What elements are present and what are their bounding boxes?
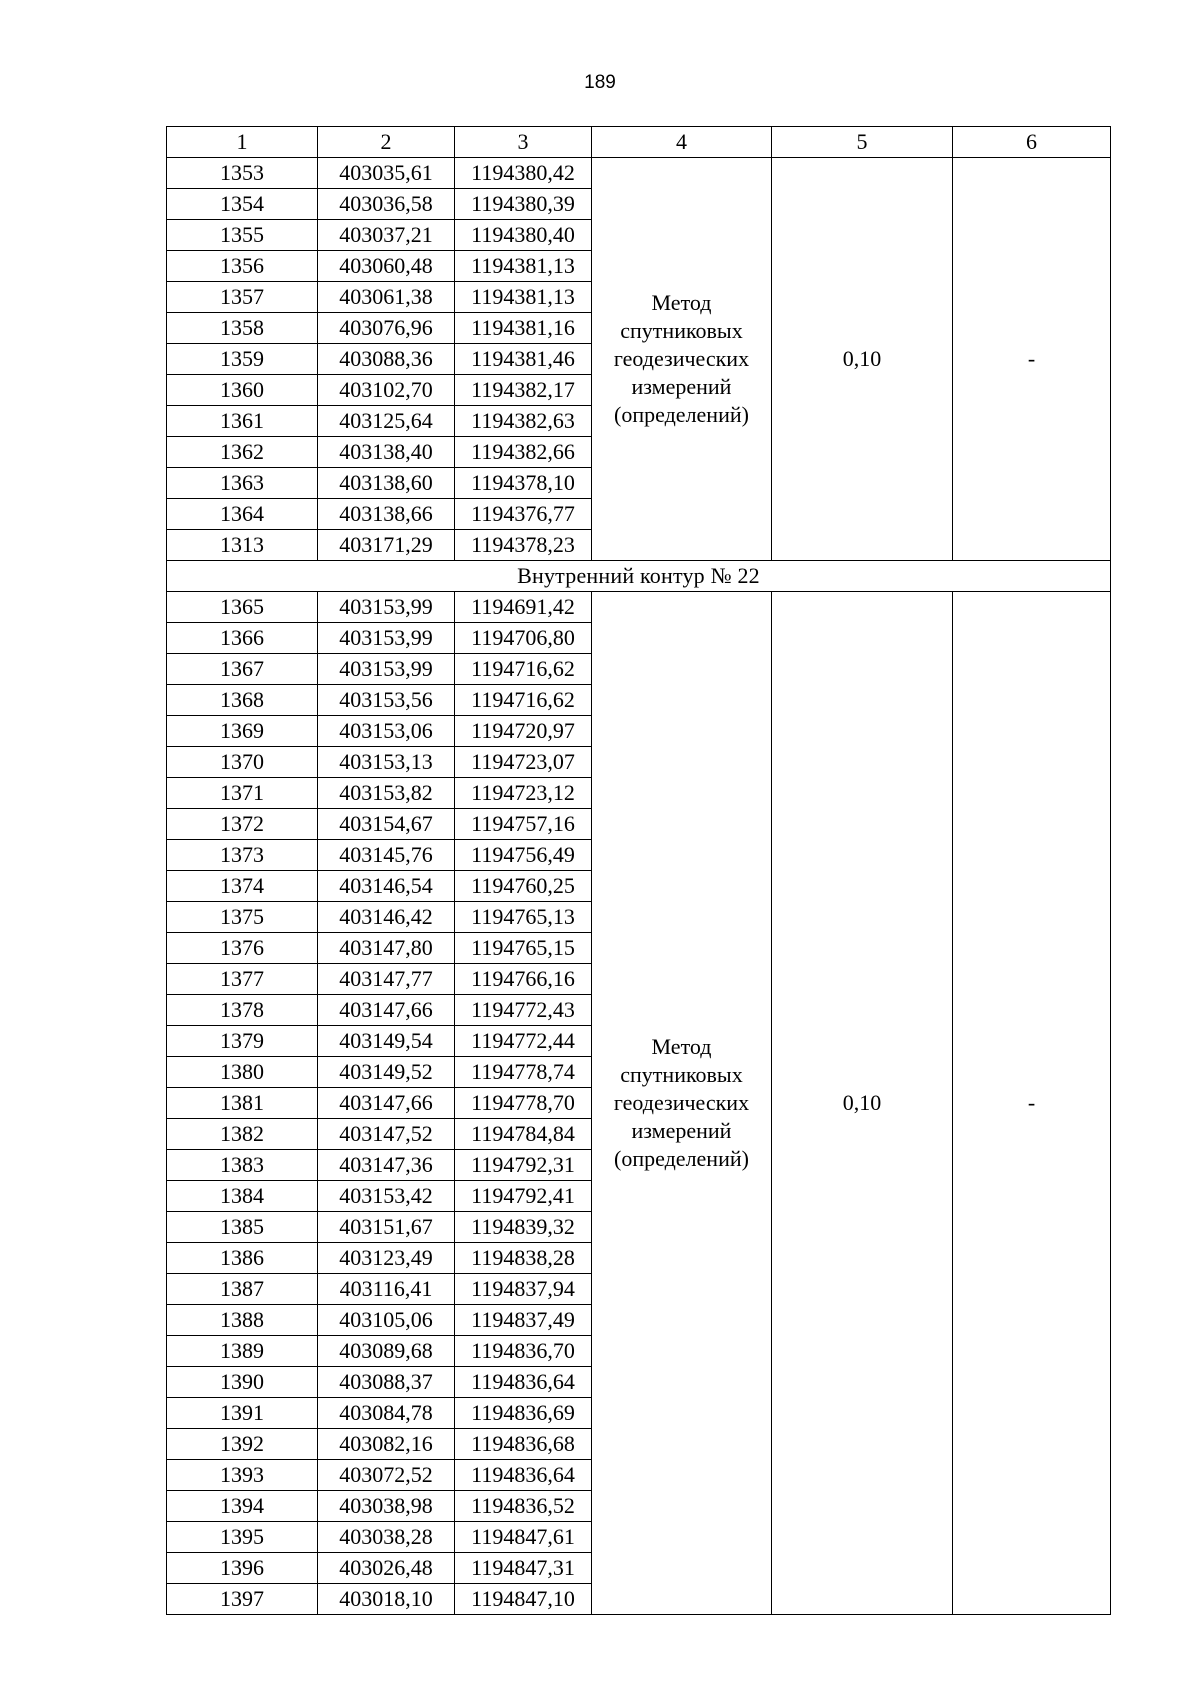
y-coordinate-cell: 1194382,63 [455, 406, 592, 437]
point-number-cell: 1361 [167, 406, 318, 437]
x-coordinate-cell: 403116,41 [318, 1274, 455, 1305]
x-coordinate-cell: 403037,21 [318, 220, 455, 251]
y-coordinate-cell: 1194765,15 [455, 933, 592, 964]
x-coordinate-cell: 403146,54 [318, 871, 455, 902]
point-number-cell: 1359 [167, 344, 318, 375]
point-number-cell: 1393 [167, 1460, 318, 1491]
point-number-cell: 1385 [167, 1212, 318, 1243]
point-number-cell: 1390 [167, 1367, 318, 1398]
point-number-cell: 1362 [167, 437, 318, 468]
point-number-cell: 1365 [167, 592, 318, 623]
method-line: измерений [631, 374, 732, 399]
point-number-cell: 1375 [167, 902, 318, 933]
column-header: 5 [772, 127, 953, 158]
x-coordinate-cell: 403088,36 [318, 344, 455, 375]
y-coordinate-cell: 1194720,97 [455, 716, 592, 747]
x-coordinate-cell: 403125,64 [318, 406, 455, 437]
point-number-cell: 1369 [167, 716, 318, 747]
point-number-cell: 1394 [167, 1491, 318, 1522]
coordinates-table [166, 126, 1111, 1615]
y-coordinate-cell: 1194760,25 [455, 871, 592, 902]
x-coordinate-cell: 403145,76 [318, 840, 455, 871]
note-cell: - [953, 592, 1111, 1615]
y-coordinate-cell: 1194716,62 [455, 685, 592, 716]
y-coordinate-cell: 1194836,52 [455, 1491, 592, 1522]
point-number-cell: 1360 [167, 375, 318, 406]
x-coordinate-cell: 403146,42 [318, 902, 455, 933]
column-header: 1 [167, 127, 318, 158]
x-coordinate-cell: 403147,80 [318, 933, 455, 964]
y-coordinate-cell: 1194792,31 [455, 1150, 592, 1181]
point-number-cell: 1382 [167, 1119, 318, 1150]
y-coordinate-cell: 1194723,07 [455, 747, 592, 778]
point-number-cell: 1368 [167, 685, 318, 716]
y-coordinate-cell: 1194847,61 [455, 1522, 592, 1553]
y-coordinate-cell: 1194784,84 [455, 1119, 592, 1150]
y-coordinate-cell: 1194847,10 [455, 1584, 592, 1615]
x-coordinate-cell: 403018,10 [318, 1584, 455, 1615]
accuracy-cell: 0,10 [772, 592, 953, 1615]
y-coordinate-cell: 1194837,49 [455, 1305, 592, 1336]
point-number-cell: 1386 [167, 1243, 318, 1274]
x-coordinate-cell: 403147,52 [318, 1119, 455, 1150]
point-number-cell: 1395 [167, 1522, 318, 1553]
y-coordinate-cell: 1194706,80 [455, 623, 592, 654]
x-coordinate-cell: 403102,70 [318, 375, 455, 406]
y-coordinate-cell: 1194837,94 [455, 1274, 592, 1305]
point-number-cell: 1379 [167, 1026, 318, 1057]
y-coordinate-cell: 1194839,32 [455, 1212, 592, 1243]
column-header: 3 [455, 127, 592, 158]
point-number-cell: 1387 [167, 1274, 318, 1305]
x-coordinate-cell: 403072,52 [318, 1460, 455, 1491]
point-number-cell: 1376 [167, 933, 318, 964]
x-coordinate-cell: 403149,52 [318, 1057, 455, 1088]
y-coordinate-cell: 1194838,28 [455, 1243, 592, 1274]
point-number-cell: 1396 [167, 1553, 318, 1584]
point-number-cell: 1367 [167, 654, 318, 685]
y-coordinate-cell: 1194376,77 [455, 499, 592, 530]
method-line: Метод [651, 1034, 712, 1059]
method-line: Метод [651, 290, 712, 315]
y-coordinate-cell: 1194382,66 [455, 437, 592, 468]
table-header-row [167, 127, 1111, 158]
x-coordinate-cell: 403153,13 [318, 747, 455, 778]
x-coordinate-cell: 403154,67 [318, 809, 455, 840]
y-coordinate-cell: 1194378,10 [455, 468, 592, 499]
point-number-cell: 1364 [167, 499, 318, 530]
x-coordinate-cell: 403076,96 [318, 313, 455, 344]
point-number-cell: 1373 [167, 840, 318, 871]
point-number-cell: 1358 [167, 313, 318, 344]
x-coordinate-cell: 403060,48 [318, 251, 455, 282]
x-coordinate-cell: 403147,66 [318, 995, 455, 1026]
column-header: 4 [592, 127, 772, 158]
y-coordinate-cell: 1194836,64 [455, 1460, 592, 1491]
method-cell [592, 592, 772, 1615]
x-coordinate-cell: 403089,68 [318, 1336, 455, 1367]
y-coordinate-cell: 1194381,13 [455, 251, 592, 282]
y-coordinate-cell: 1194381,13 [455, 282, 592, 313]
x-coordinate-cell: 403153,06 [318, 716, 455, 747]
y-coordinate-cell: 1194380,39 [455, 189, 592, 220]
y-coordinate-cell: 1194380,40 [455, 220, 592, 251]
point-number-cell: 1371 [167, 778, 318, 809]
point-number-cell: 1363 [167, 468, 318, 499]
accuracy-cell: 0,10 [772, 158, 953, 561]
method-line: спутниковых [620, 1062, 743, 1087]
x-coordinate-cell: 403153,99 [318, 592, 455, 623]
point-number-cell: 1366 [167, 623, 318, 654]
point-number-cell: 1353 [167, 158, 318, 189]
x-coordinate-cell: 403138,66 [318, 499, 455, 530]
x-coordinate-cell: 403123,49 [318, 1243, 455, 1274]
x-coordinate-cell: 403171,29 [318, 530, 455, 561]
y-coordinate-cell: 1194836,70 [455, 1336, 592, 1367]
point-number-cell: 1370 [167, 747, 318, 778]
x-coordinate-cell: 403149,54 [318, 1026, 455, 1057]
x-coordinate-cell: 403153,99 [318, 623, 455, 654]
x-coordinate-cell: 403153,99 [318, 654, 455, 685]
point-number-cell: 1354 [167, 189, 318, 220]
x-coordinate-cell: 403036,58 [318, 189, 455, 220]
method-line: геодезических [613, 346, 750, 371]
y-coordinate-cell: 1194765,13 [455, 902, 592, 933]
point-number-cell: 1383 [167, 1150, 318, 1181]
x-coordinate-cell: 403082,16 [318, 1429, 455, 1460]
y-coordinate-cell: 1194380,42 [455, 158, 592, 189]
point-number-cell: 1313 [167, 530, 318, 561]
x-coordinate-cell: 403035,61 [318, 158, 455, 189]
point-number-cell: 1377 [167, 964, 318, 995]
point-number-cell: 1380 [167, 1057, 318, 1088]
page-number: 189 [584, 72, 616, 93]
note-cell: - [953, 158, 1111, 561]
point-number-cell: 1391 [167, 1398, 318, 1429]
method-line: (определений) [614, 1146, 749, 1171]
point-number-cell: 1388 [167, 1305, 318, 1336]
x-coordinate-cell: 403038,98 [318, 1491, 455, 1522]
point-number-cell: 1392 [167, 1429, 318, 1460]
method-line: геодезических [613, 1090, 750, 1115]
point-number-cell: 1389 [167, 1336, 318, 1367]
y-coordinate-cell: 1194716,62 [455, 654, 592, 685]
x-coordinate-cell: 403084,78 [318, 1398, 455, 1429]
y-coordinate-cell: 1194723,12 [455, 778, 592, 809]
point-number-cell: 1381 [167, 1088, 318, 1119]
point-number-cell: 1357 [167, 282, 318, 313]
method-line: измерений [631, 1118, 732, 1143]
x-coordinate-cell: 403138,60 [318, 468, 455, 499]
y-coordinate-cell: 1194836,69 [455, 1398, 592, 1429]
y-coordinate-cell: 1194836,64 [455, 1367, 592, 1398]
y-coordinate-cell: 1194836,68 [455, 1429, 592, 1460]
method-line: спутниковых [620, 318, 743, 343]
y-coordinate-cell: 1194756,49 [455, 840, 592, 871]
point-number-cell: 1372 [167, 809, 318, 840]
table-body [167, 158, 1111, 1615]
point-number-cell: 1374 [167, 871, 318, 902]
y-coordinate-cell: 1194381,46 [455, 344, 592, 375]
x-coordinate-cell: 403105,06 [318, 1305, 455, 1336]
y-coordinate-cell: 1194847,31 [455, 1553, 592, 1584]
y-coordinate-cell: 1194792,41 [455, 1181, 592, 1212]
point-number-cell: 1356 [167, 251, 318, 282]
method-line: (определений) [614, 402, 749, 427]
section-row [167, 561, 1111, 592]
column-header: 6 [953, 127, 1111, 158]
y-coordinate-cell: 1194757,16 [455, 809, 592, 840]
y-coordinate-cell: 1194382,17 [455, 375, 592, 406]
point-number-cell: 1355 [167, 220, 318, 251]
y-coordinate-cell: 1194378,23 [455, 530, 592, 561]
x-coordinate-cell: 403153,56 [318, 685, 455, 716]
x-coordinate-cell: 403147,36 [318, 1150, 455, 1181]
x-coordinate-cell: 403151,67 [318, 1212, 455, 1243]
column-header: 2 [318, 127, 455, 158]
point-number-cell: 1397 [167, 1584, 318, 1615]
y-coordinate-cell: 1194778,74 [455, 1057, 592, 1088]
x-coordinate-cell: 403026,48 [318, 1553, 455, 1584]
x-coordinate-cell: 403038,28 [318, 1522, 455, 1553]
y-coordinate-cell: 1194778,70 [455, 1088, 592, 1119]
table-row [167, 592, 1111, 623]
x-coordinate-cell: 403088,37 [318, 1367, 455, 1398]
section-title: Внутренний контур № 22 [167, 561, 1111, 592]
y-coordinate-cell: 1194381,16 [455, 313, 592, 344]
x-coordinate-cell: 403153,42 [318, 1181, 455, 1212]
x-coordinate-cell: 403138,40 [318, 437, 455, 468]
point-number-cell: 1384 [167, 1181, 318, 1212]
y-coordinate-cell: 1194772,43 [455, 995, 592, 1026]
x-coordinate-cell: 403153,82 [318, 778, 455, 809]
table-row [167, 158, 1111, 189]
method-cell [592, 158, 772, 561]
y-coordinate-cell: 1194691,42 [455, 592, 592, 623]
y-coordinate-cell: 1194766,16 [455, 964, 592, 995]
x-coordinate-cell: 403147,66 [318, 1088, 455, 1119]
point-number-cell: 1378 [167, 995, 318, 1026]
x-coordinate-cell: 403061,38 [318, 282, 455, 313]
y-coordinate-cell: 1194772,44 [455, 1026, 592, 1057]
x-coordinate-cell: 403147,77 [318, 964, 455, 995]
